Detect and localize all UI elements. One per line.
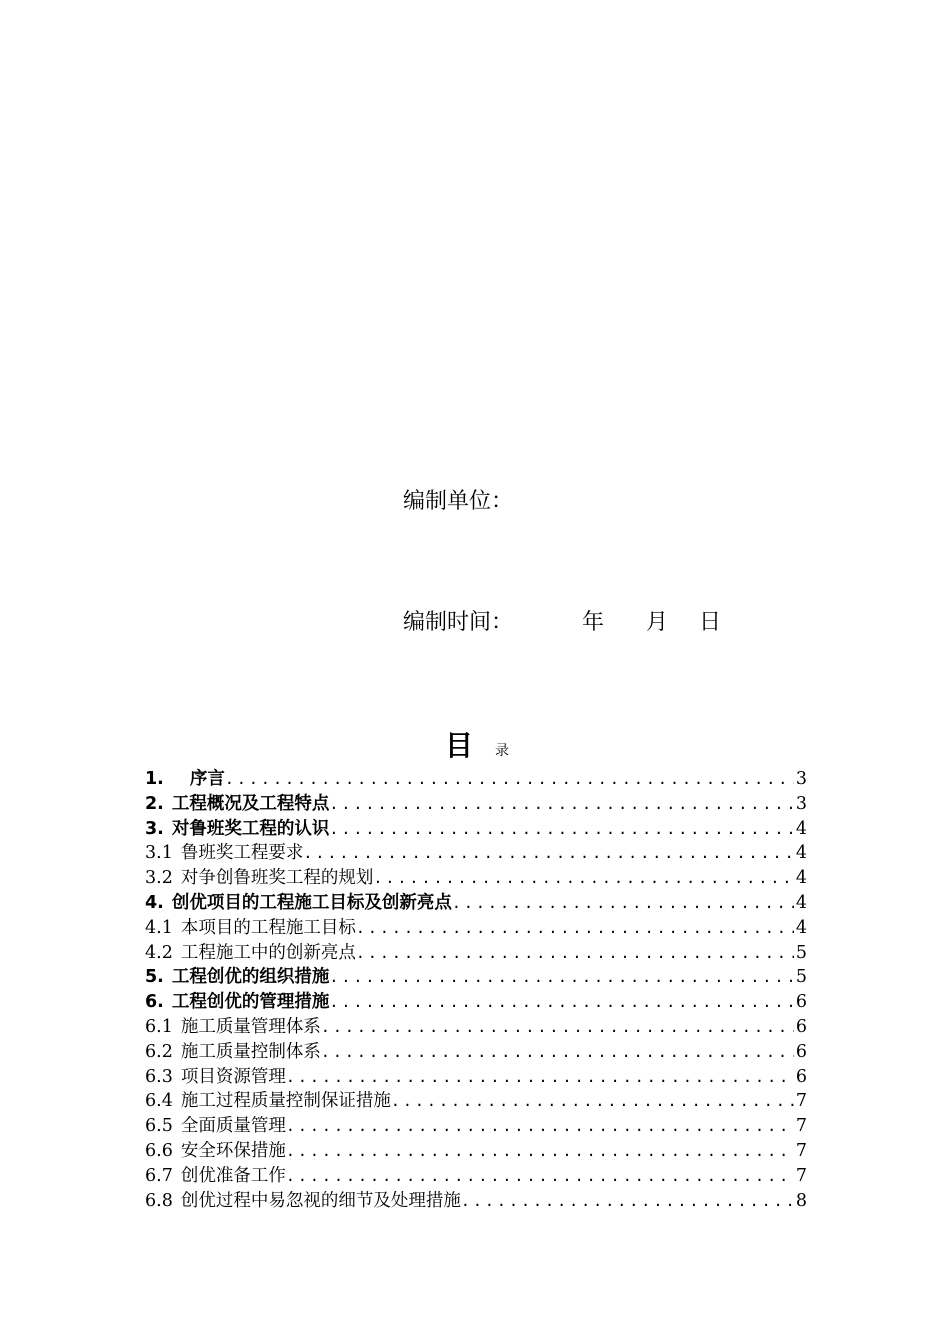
toc-entry-title: 项目资源管理	[180, 1066, 286, 1087]
toc-dot-leader	[303, 841, 794, 866]
toc-dot-leader	[391, 1089, 794, 1114]
toc-dot-leader	[373, 866, 794, 891]
toc-entry-page: 3	[795, 793, 807, 814]
toc-dot-leader	[356, 941, 794, 966]
toc-entry-title: 创优项目的工程施工目标及创新亮点	[171, 892, 452, 913]
table-of-contents	[145, 767, 807, 1213]
toc-entry-title: 工程施工中的创新亮点	[180, 942, 356, 963]
toc-entry-title: 对争创鲁班奖工程的规划	[180, 868, 374, 889]
toc-entry-number: 6.5	[145, 1116, 173, 1137]
toc-entry[interactable]	[145, 1114, 807, 1139]
toc-entry-number: 6.6	[145, 1140, 173, 1161]
toc-entry-page: 4	[795, 892, 807, 913]
toc-entry-title: 施工质量控制体系	[180, 1041, 321, 1062]
toc-dot-leader	[329, 990, 794, 1015]
toc-entry-number: 3.2	[145, 868, 173, 889]
toc-entry-number: 6.7	[145, 1165, 173, 1186]
toc-entry-number: 6.1	[145, 1016, 173, 1037]
toc-entry-page: 7	[795, 1140, 807, 1161]
toc-entry[interactable]	[145, 767, 807, 792]
toc-entry-page: 7	[795, 1165, 807, 1186]
toc-entry-title: 鲁班奖工程要求	[180, 843, 304, 864]
toc-entry-number: 5.	[145, 967, 164, 988]
toc-entry-page: 4	[795, 917, 807, 938]
toc-entry-page: 5	[795, 967, 807, 988]
compiling-unit-label: 编制单位：	[403, 489, 514, 514]
toc-entry[interactable]	[145, 1040, 807, 1065]
toc-entry-title: 工程创优的组织措施	[171, 967, 330, 988]
toc-entry-title: 本项目的工程施工目标	[180, 917, 356, 938]
toc-entry[interactable]	[145, 792, 807, 817]
toc-entry-title: 施工质量管理体系	[180, 1016, 321, 1037]
toc-entry[interactable]	[145, 1065, 807, 1090]
toc-title-main: 目	[445, 729, 474, 762]
toc-entry-number: 3.1	[145, 843, 173, 864]
toc-entry-page: 7	[795, 1091, 807, 1112]
toc-entry-title: 全面质量管理	[180, 1116, 286, 1137]
toc-entry-number: 6.8	[145, 1190, 173, 1211]
toc-entry-number: 4.	[145, 892, 164, 913]
toc-entry-title: 安全环保措施	[180, 1140, 286, 1161]
toc-entry[interactable]	[145, 990, 807, 1015]
toc-dot-leader	[286, 1114, 794, 1139]
toc-dot-leader	[452, 891, 794, 916]
toc-entry-number: 4.2	[145, 942, 173, 963]
toc-entry-page: 7	[795, 1116, 807, 1137]
toc-dot-leader	[321, 1040, 794, 1065]
compiling-time-label: 编制时间：	[403, 610, 514, 635]
toc-entry-number: 1.	[145, 769, 164, 789]
toc-entry-page: 3	[795, 769, 807, 789]
toc-dot-leader	[329, 965, 794, 990]
toc-entry[interactable]	[145, 1189, 807, 1214]
toc-dot-leader	[356, 916, 794, 941]
toc-entry-title: 对鲁班奖工程的认识	[171, 818, 330, 839]
toc-dot-leader	[286, 1139, 794, 1164]
toc-entry-title: 序言	[189, 769, 225, 789]
toc-dot-leader	[225, 767, 794, 792]
toc-entry[interactable]	[145, 965, 807, 990]
toc-entry-number: 4.1	[145, 917, 173, 938]
day-label: 日	[699, 610, 722, 635]
toc-entry-number: 6.	[145, 992, 164, 1013]
toc-entry-title: 创优准备工作	[180, 1165, 286, 1186]
toc-entry[interactable]	[145, 941, 807, 966]
toc-entry[interactable]	[145, 916, 807, 941]
toc-entry[interactable]	[145, 866, 807, 891]
toc-dot-leader	[329, 817, 794, 842]
month-label: 月	[646, 610, 669, 635]
toc-entry-page: 4	[795, 818, 807, 839]
toc-entry-number: 3.	[145, 818, 164, 839]
toc-entry-number: 6.2	[145, 1041, 173, 1062]
toc-entry[interactable]	[145, 1139, 807, 1164]
toc-title	[445, 724, 509, 764]
toc-entry-page: 6	[795, 1016, 807, 1037]
toc-dot-leader	[321, 1015, 794, 1040]
toc-entry-title: 创优过程中易忽视的细节及处理措施	[180, 1190, 461, 1211]
toc-dot-leader	[329, 792, 794, 817]
toc-dot-leader	[461, 1189, 794, 1214]
toc-entry-page: 8	[795, 1190, 807, 1211]
toc-entry[interactable]	[145, 1015, 807, 1040]
year-label: 年	[582, 610, 605, 635]
toc-entry[interactable]	[145, 891, 807, 916]
toc-entry-title: 施工过程质量控制保证措施	[180, 1091, 391, 1112]
toc-entry-title: 工程概况及工程特点	[171, 793, 330, 814]
toc-entry[interactable]	[145, 1089, 807, 1114]
toc-entry-page: 6	[795, 992, 807, 1013]
toc-entry-number: 2.	[145, 793, 164, 814]
toc-entry[interactable]	[145, 841, 807, 866]
toc-entry-title: 工程创优的管理措施	[171, 992, 330, 1013]
toc-entry-page: 5	[795, 942, 807, 963]
toc-dot-leader	[286, 1164, 794, 1189]
toc-entry-page: 6	[795, 1041, 807, 1062]
toc-entry[interactable]	[145, 1164, 807, 1189]
toc-entry-page: 6	[795, 1066, 807, 1087]
toc-entry-page: 4	[795, 843, 807, 864]
toc-entry[interactable]	[145, 817, 807, 842]
toc-entry-number: 6.4	[145, 1091, 173, 1112]
toc-entry-number: 6.3	[145, 1066, 173, 1087]
toc-dot-leader	[286, 1065, 794, 1090]
toc-title-secondary: 录	[495, 743, 510, 759]
toc-entry-page: 4	[795, 868, 807, 889]
